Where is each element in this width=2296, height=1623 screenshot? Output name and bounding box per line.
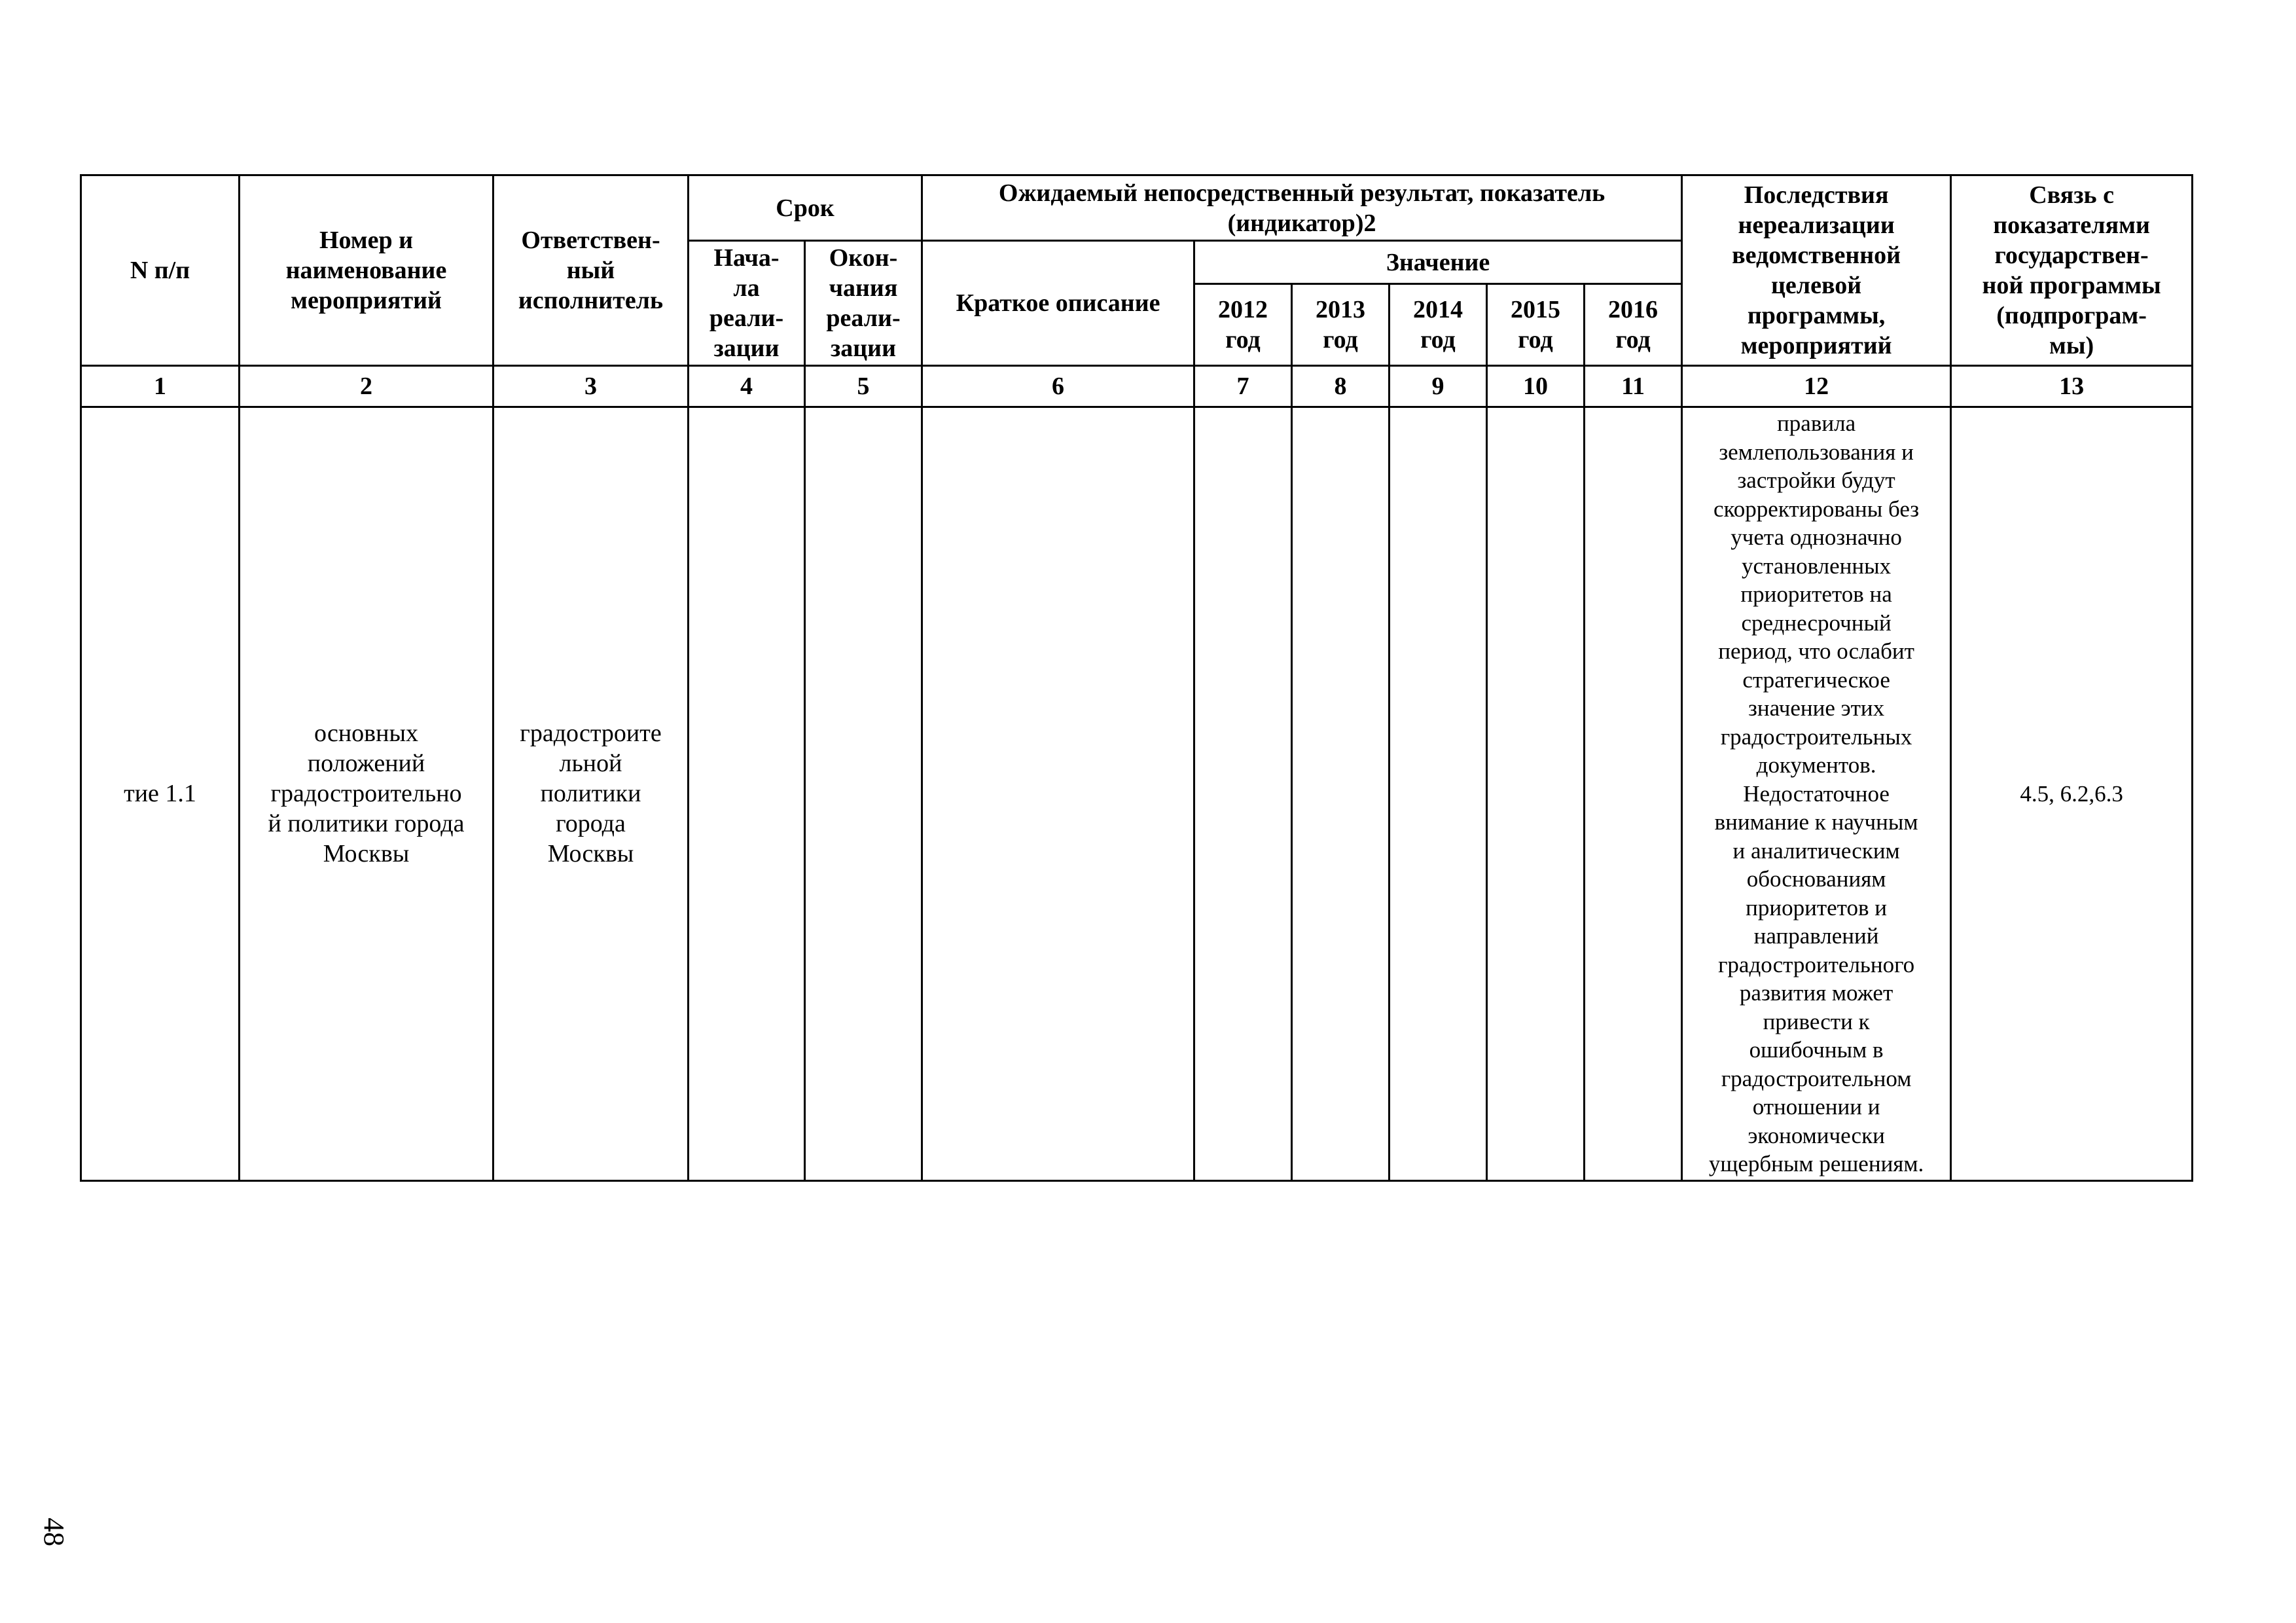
header-short-description: Краткое описание — [922, 241, 1194, 366]
table-row — [81, 407, 2193, 1181]
header-term: Срок — [689, 175, 922, 241]
header-year-2014: 2014 год — [1390, 284, 1487, 366]
page-number: 48 — [38, 1518, 70, 1546]
row-value-2013 — [1292, 407, 1390, 1181]
row-link: 4.5, 6.2,6.3 — [2020, 780, 2123, 807]
row-responsible-cell — [493, 407, 689, 1181]
row-term-end — [805, 407, 922, 1181]
column-number: 10 — [1487, 366, 1585, 407]
row-term-start — [689, 407, 805, 1181]
row-value-2016 — [1585, 407, 1682, 1181]
row-name: основных положений градостроительно й политики города Москвы — [268, 720, 465, 868]
row-link-cell — [1951, 407, 2193, 1181]
column-number: 11 — [1585, 366, 1682, 407]
header-responsible: Ответствен- ный исполнитель — [493, 175, 689, 366]
row-consequences-cell — [1682, 407, 1951, 1181]
column-number: 9 — [1390, 366, 1487, 407]
column-number: 6 — [922, 366, 1194, 407]
column-number: 3 — [493, 366, 689, 407]
header-row-1 — [81, 175, 2193, 241]
header-year-2012: 2012 год — [1194, 284, 1292, 366]
row-num-cell — [81, 407, 240, 1181]
measures-table — [80, 174, 2193, 1182]
row-short-description — [922, 407, 1194, 1181]
header-expected-result: Ожидаемый непосредственный результат, показатель (индикатор)2 — [922, 175, 1682, 241]
row-responsible: градостроите льной политики города Москвы — [520, 720, 662, 868]
row-value-2012 — [1194, 407, 1292, 1181]
column-number: 8 — [1292, 366, 1390, 407]
column-number: 2 — [240, 366, 493, 407]
row-num: тие 1.1 — [124, 780, 196, 808]
column-number: 1 — [81, 366, 240, 407]
column-number: 13 — [1951, 366, 2193, 407]
column-number: 7 — [1194, 366, 1292, 407]
header-value: Значение — [1194, 241, 1682, 284]
header-year-2013: 2013 год — [1292, 284, 1390, 366]
header-term-end: Окон- чания реали- зации — [805, 241, 922, 366]
column-number: 4 — [689, 366, 805, 407]
column-number: 12 — [1682, 366, 1951, 407]
row-consequences: правила землепользования и застройки будут скорректированы без учета однозначно установленных приоритетов на среднесрочный период, что ослабит стратегическое значение этих градостроительных документов. Недостаточное внимание к научным и аналитическим обоснованиям приоритетов и направлений градостроительного развития может привести к ошибочным в градостроительном отношении и экономически ущербным решениям. — [1708, 410, 1924, 1176]
header-term-start: Нача- ла реали- зации — [689, 241, 805, 366]
header-name: Номер и наименование мероприятий — [240, 175, 493, 366]
row-value-2014 — [1390, 407, 1487, 1181]
header-consequences: Последствия нереализации ведомственной целевой программы, мероприятий — [1682, 175, 1951, 366]
column-number: 5 — [805, 366, 922, 407]
header-year-2015: 2015 год — [1487, 284, 1585, 366]
row-value-2015 — [1487, 407, 1585, 1181]
column-number-row — [81, 366, 2193, 407]
header-year-2016: 2016 год — [1585, 284, 1682, 366]
header-link: Связь с показателями государствен- ной программы (подпрограм- мы) — [1951, 175, 2193, 366]
header-num: N п/п — [81, 175, 240, 366]
row-name-cell — [240, 407, 493, 1181]
